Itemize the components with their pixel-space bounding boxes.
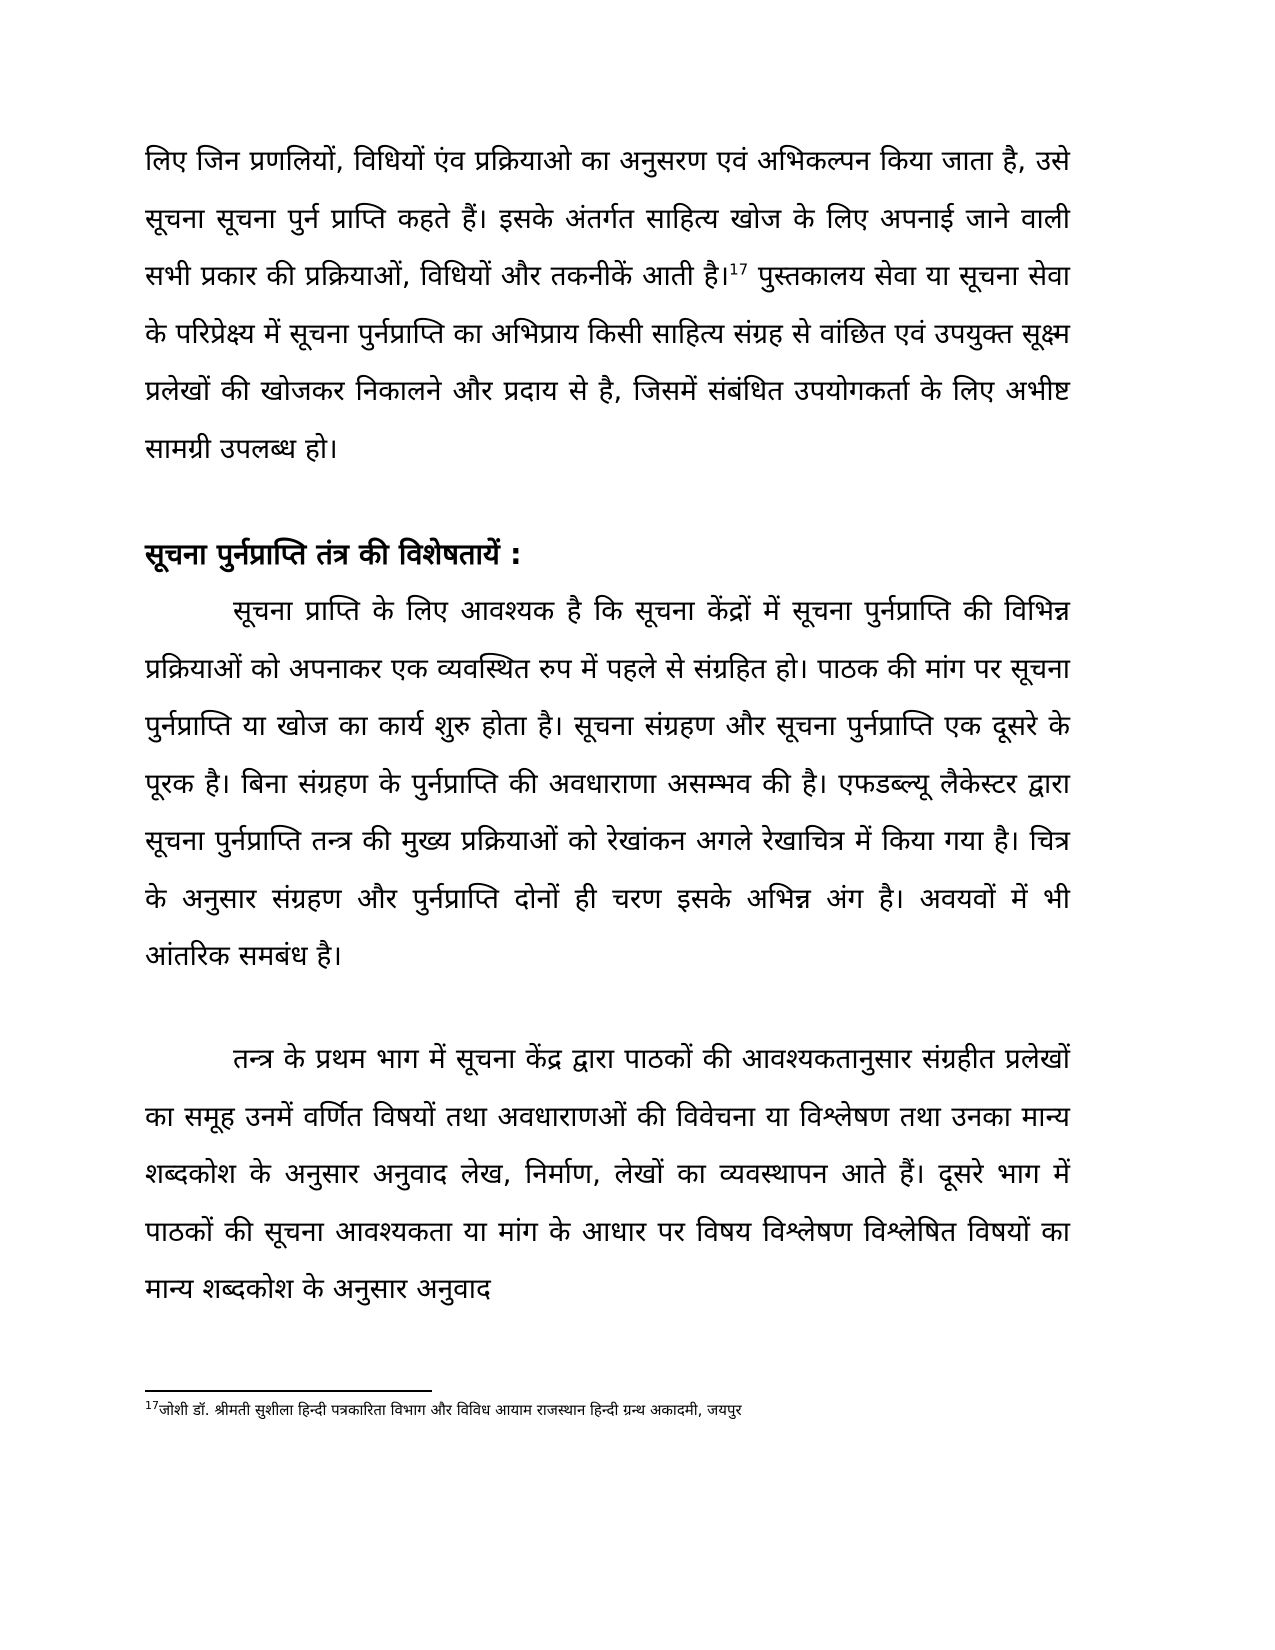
section-heading: सूचना पुर्नप्राप्ति तंत्र की विशेषतायें : [145, 537, 522, 571]
paragraph-1-text-b: पुस्तकालय सेवा या सूचना सेवा के परिप्रेक्ष्य में सूचना पुर्नप्राप्ति का अभिप्राय किसी साहित्य संग्रह से वांछित एवं उपयुक्त सूक्ष्म प्रलेखों की खोजकर निकालने और प्रदाय से है, जिसमें संबंधित उपयोगकर्ता के लिए अभीष्ट सामग्री उपलब्ध हो। [145, 259, 1070, 465]
paragraph-3-text: तन्त्र के प्रथम भाग में सूचना केंद्र द्वारा पाठकों की आवश्यकतानुसार संग्रहीत प्रलेखों का समूह उनमें वर्णित विषयों तथा अवधाराणओं की विवेचना या विश्लेषण तथा उनका मान्य शब्दकोश के अनुसार अनुवाद लेख, निर्माण, लेखों का व्यवस्थापन आते हैं। दूसरे भाग में पाठकों की सूचना आवश्यकता या मांग के आधार पर विषय विश्लेषण विश्लेषित विषयों का मान्य शब्दकोश के अनुसार अनुवाद [145, 1042, 1070, 1305]
paragraph-3 [145, 1030, 1070, 1318]
footnote [145, 1400, 1070, 1420]
footnote-number: 17 [145, 1399, 159, 1412]
footnote-reference: 17 [729, 260, 749, 279]
footnote-text: जोशी डॉ. श्रीमती सुशीला हिन्दी पत्रकारिता विभाग और विविध आयाम राजस्थान हिन्दी ग्रन्थ अकादमी, जयपुर [159, 1401, 742, 1419]
paragraph-1 [145, 132, 1070, 477]
paragraph-1-text-a: लिए जिन प्रणलियों, विधियों एंव प्रक्रियाओ का अनुसरण एवं अभिकल्पन किया जाता है, उसे सूचना सूचना पुर्न प्राप्ति कहते हैं। इसके अंतर्गत साहित्य खोज के लिए अपनाई जाने वाली सभी प्रकार की प्रक्रियाओं, विधियों और तकनीकें आती है। [145, 144, 1070, 292]
paragraph-2-text: सूचना प्राप्ति के लिए आवश्यक है कि सूचना केंद्रों में सूचना पुर्नप्राप्ति की विभिन्न प्रक्रियाओं को अपनाकर एक व्यवस्थित रुप में पहले से संग्रहित हो। पाठक की मांग पर सूचना पुर्नप्राप्ति या खोज का कार्य शुरु होता है। सूचना संग्रहण और सूचना पुर्नप्राप्ति एक दूसरे के पूरक है। बिना संग्रहण के पुर्नप्राप्ति की अवधाराणा असम्भव की है। एफडब्ल्यू लैकेस्टर द्वारा सूचना पुर्नप्राप्ति तन्त्र की मुख्य प्रक्रियाओं को रेखांकन अगले रेखाचित्र में किया गया है। चित्र के अनुसार संग्रहण और पुर्नप्राप्ति दोनों ही चरण इसके अभिन्न अंग है। अवयवों में भी आंतरिक समबंध है। [145, 594, 1070, 972]
footnote-separator [145, 1390, 432, 1392]
paragraph-2 [145, 582, 1070, 985]
